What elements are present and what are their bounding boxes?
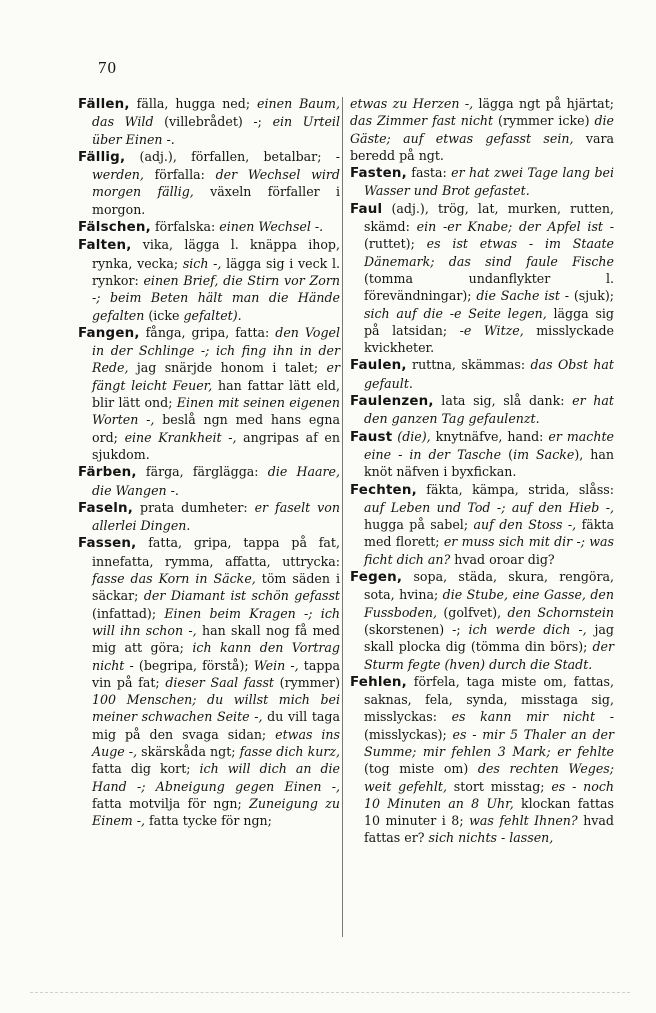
german-example: eine Krankheit -, (124, 429, 237, 445)
swedish-gloss: fälla, hugga ned; (129, 96, 258, 111)
entry-headword: Fällen, (78, 97, 130, 112)
dictionary-entry (78, 218, 340, 236)
dictionary-entry (350, 428, 614, 481)
entry-headword: Fällig, (78, 149, 126, 165)
german-example: er hat zwei Tage lang bei Wasser und Brot gefastet. (364, 165, 614, 199)
german-example: er faselt von allerlei Dingen. (92, 499, 340, 534)
german-example: dieser Saal fasst (165, 674, 274, 690)
swedish-gloss: (tog miste om) (364, 761, 478, 777)
dictionary-entry (350, 200, 614, 357)
german-example: das Zimmer fast nicht (350, 113, 494, 129)
swedish-gloss: ruttna, skämmas: (406, 357, 531, 373)
swedish-gloss: töm säden i säckar; (92, 571, 340, 604)
german-example: er muss sich mit dir -; was ficht dich an? (364, 534, 614, 567)
swedish-gloss: färga, färglägga: (136, 464, 268, 480)
german-example: - werden, (92, 148, 340, 183)
swedish-gloss: fäkta med florett; (364, 517, 614, 550)
swedish-gloss: fäkta, kämpa, strida, slåss: (416, 481, 614, 497)
swedish-gloss: (adj.), trög, lat, murken, rutten, skämd: (364, 200, 614, 235)
dictionary-entry (350, 568, 614, 673)
swedish-gloss: fatta dig kort; (92, 761, 200, 777)
dictionary-entry (78, 148, 340, 218)
swedish-gloss: han skall nog få med mig att göra; (92, 622, 340, 656)
swedish-gloss: fatta motvilja för ngn; (92, 795, 250, 811)
german-example: (die), (397, 428, 431, 444)
german-example: fasse dich kurz, (239, 743, 341, 759)
dictionary-entry (350, 95, 614, 164)
swedish-gloss: fånga, gripa, fatta: (139, 324, 276, 340)
german-example: sich nichts - lassen, (428, 830, 554, 846)
german-example: was fehlt Ihnen? (469, 813, 578, 829)
swedish-gloss: lägga ngt på hjärtat; (473, 96, 614, 111)
german-example: einen Baum, das Wild (92, 96, 340, 130)
swedish-gloss: vara beredd på ngt. (350, 130, 615, 163)
entry-headword: Fangen, (78, 325, 140, 341)
swedish-gloss: (icke (144, 307, 184, 323)
entry-headword: Fegen, (350, 570, 403, 586)
swedish-gloss: lata sig, slå dank: (433, 393, 573, 409)
entry-headword: Fälschen, (78, 220, 151, 236)
german-example: im Sacke (513, 446, 575, 462)
german-example: die Stube, eine Gasse, den Fussboden, (364, 587, 614, 620)
entry-headword: Faul (350, 201, 383, 217)
swedish-gloss: förfalska: (150, 219, 220, 235)
swedish-gloss: (rymmer) (274, 674, 340, 690)
german-example: die Gäste; auf etwas gefasst sein, (350, 113, 614, 146)
german-example: es - mir 5 Thaler an der Summe; mir fehlen 3 Mark; er fehlte (364, 726, 614, 759)
swedish-gloss: stort misstag; (446, 778, 552, 794)
swedish-gloss: prata dumheter: (133, 499, 255, 515)
dictionary-entry (350, 392, 614, 428)
swedish-gloss: (adj.), förfallen, betalbar; (125, 148, 336, 164)
swedish-gloss: lägga sig på latsidan; (364, 305, 614, 338)
swedish-gloss: (villebrådet) -; (153, 114, 273, 130)
swedish-gloss: misslyckade kvickheter. (364, 322, 614, 356)
entry-headword: Fasten, (350, 166, 407, 182)
dictionary-entry (350, 673, 614, 847)
swedish-gloss: växeln förfaller i morgon. (92, 184, 340, 217)
german-example: den Schornstein (507, 604, 614, 620)
swedish-gloss: (begripa, förstå); (133, 657, 254, 673)
german-example: sich auf die -e Seite legen, (364, 305, 547, 321)
german-example: Einen beim Kragen -; ich will ihn schon -, (92, 605, 340, 638)
swedish-gloss: sopa, städa, skura, rengöra, sota, hvina; (364, 569, 614, 603)
dictionary-entry (350, 481, 614, 568)
swedish-gloss: förfela, taga miste om, fattas, saknas, fela, synda, misstaga sig, misslyckas: (364, 673, 614, 725)
entry-headword: Fassen, (78, 536, 137, 552)
german-example: sich -, (182, 255, 222, 271)
german-example: der Wechsel wird morgen fällig, (92, 167, 340, 200)
swedish-gloss: fasta: (406, 165, 452, 181)
german-example: der Sturm fegte (hven) durch die Stadt. (364, 639, 614, 672)
german-example: er hat den ganzen Tag gefaulenzt. (364, 393, 614, 427)
swedish-gloss: jag snärjde honom i talet; (128, 360, 327, 376)
german-example: gefaltet). (183, 307, 242, 323)
swedish-gloss: hvad oroar dig? (450, 551, 555, 567)
dictionary-entry (78, 324, 340, 463)
entry-headword: Faulen, (350, 358, 407, 374)
german-example: einen Wechsel -. (219, 219, 324, 235)
entry-headword: Färben, (78, 465, 137, 481)
swedish-gloss: knytnäfve, hand: (430, 428, 549, 444)
swedish-gloss: tappa vin på fat; (92, 657, 340, 690)
german-example: des rechten Weges; weit gefehlt, (364, 761, 614, 794)
entry-headword: Fehlen, (350, 674, 407, 690)
dictionary-entry (78, 463, 340, 499)
german-example: Einen mit seinen eigenen Worten -, (92, 395, 340, 428)
german-example: das Obst hat gefault. (364, 357, 614, 391)
german-example: ein Urteil über Einen -. (92, 114, 340, 147)
swedish-gloss: hugga på sabel; (364, 517, 474, 533)
swedish-gloss: ), han knöt näfven i byxfickan. (364, 446, 615, 480)
german-example: die Haare, die Wangen -. (92, 464, 340, 498)
dictionary-entry (78, 95, 340, 148)
swedish-gloss: fatta tycke för ngn; (145, 813, 272, 829)
swedish-gloss: fatta, gripa, tappa på fat, innefatta, rymma, affatta, uttrycka: (92, 535, 340, 569)
german-example: -e Witze, (459, 322, 524, 338)
entry-headword: Falten, (78, 238, 132, 254)
german-example: etwas ins Auge -, (92, 726, 340, 759)
german-example: ich will dich an die Hand -; Abneigung gegen Einen -, (92, 761, 341, 794)
german-example: fasse das Korn in Säcke, (92, 571, 256, 587)
swedish-gloss: (tomma undanflykter l. förevändningar); (364, 270, 614, 304)
dictionary-entry (78, 499, 340, 535)
german-example: die Sache ist - (476, 288, 569, 304)
swedish-gloss: angripas af en sjukdom. (92, 429, 340, 462)
dictionary-entry (78, 236, 340, 323)
german-example: es ist etwas - im Staate Dänemark; das sind faule Fische (364, 236, 614, 269)
german-example: es - noch 10 Minuten an 8 Uhr, (364, 778, 615, 811)
swedish-gloss: du vill taga mig på den svaga sidan; (92, 709, 340, 742)
german-example: auf Leben und Tod -; auf den Hieb -, (364, 499, 614, 515)
page-number: 70 (98, 58, 117, 77)
german-example: etwas zu Herzen -, (350, 96, 474, 111)
swedish-gloss: hvad fattas er? (364, 813, 614, 846)
german-example: Zuneigung zu Einem -, (92, 795, 340, 829)
entry-headword: Faulenzen, (350, 394, 434, 410)
swedish-gloss: (golfvet), (437, 604, 508, 620)
german-example: er fängt leicht Feuer, (92, 360, 340, 393)
german-example: auf den Stoss -, (473, 517, 577, 533)
german-example: ein -er Knabe; der Apfel ist - (416, 219, 614, 235)
swedish-gloss: lägga sig i veck l. rynkor: (92, 255, 340, 288)
entry-headword: Faseln, (78, 500, 134, 516)
swedish-gloss: jag skall plocka dig (tömma din börs); (364, 621, 614, 655)
german-example: Wein -, (253, 657, 299, 673)
swedish-gloss: (rymmer icke) (493, 113, 595, 129)
german-example: den Vogel in der Schlinge -; ich fing ihn in der Rede, (92, 324, 340, 376)
dictionary-entry (350, 356, 614, 392)
entry-headword: Faust (350, 429, 393, 445)
german-example: es kann mir nicht - (451, 709, 614, 725)
swedish-gloss: förfalla: (143, 167, 216, 183)
german-example: der Diamant ist schön gefasst (143, 588, 340, 604)
swedish-gloss: (sjuk); (568, 288, 615, 304)
german-example: ich werde dich -, (468, 621, 587, 637)
swedish-gloss: vika, lägga l. knäppa ihop, rynka, vecka; (92, 237, 340, 271)
entry-headword: Fechten, (350, 482, 417, 498)
german-example: einen Brief, die Stirn vor Zorn -; beim Beten hält man die Hände gefalten (92, 272, 340, 323)
swedish-gloss: ( (501, 446, 514, 462)
swedish-gloss: han fattar lätt eld, blir lätt ond; (92, 377, 340, 411)
page-edge-rule (30, 992, 630, 993)
german-example: ich kann den Vortrag nicht - (92, 640, 340, 673)
dictionary-entry (350, 164, 614, 200)
dictionary-entry (78, 534, 340, 829)
swedish-gloss: skärskåda ngt; (137, 743, 240, 759)
german-example: 100 Menschen; du willst mich bei meiner schwachen Seite -, (92, 692, 340, 725)
swedish-gloss: (skorstenen) -; (364, 621, 469, 637)
right-column (350, 95, 614, 847)
left-column (78, 95, 340, 829)
swedish-gloss: (infattad); (92, 605, 165, 621)
column-divider (342, 97, 343, 937)
german-example: er machte eine - in der Tasche (364, 428, 614, 462)
swedish-gloss: (ruttet); (364, 236, 427, 252)
swedish-gloss: beslå ngn med hans egna ord; (92, 412, 340, 445)
swedish-gloss: klockan fattas 10 minuter i 8; (364, 795, 614, 829)
swedish-gloss: (misslyckas); (364, 726, 453, 742)
